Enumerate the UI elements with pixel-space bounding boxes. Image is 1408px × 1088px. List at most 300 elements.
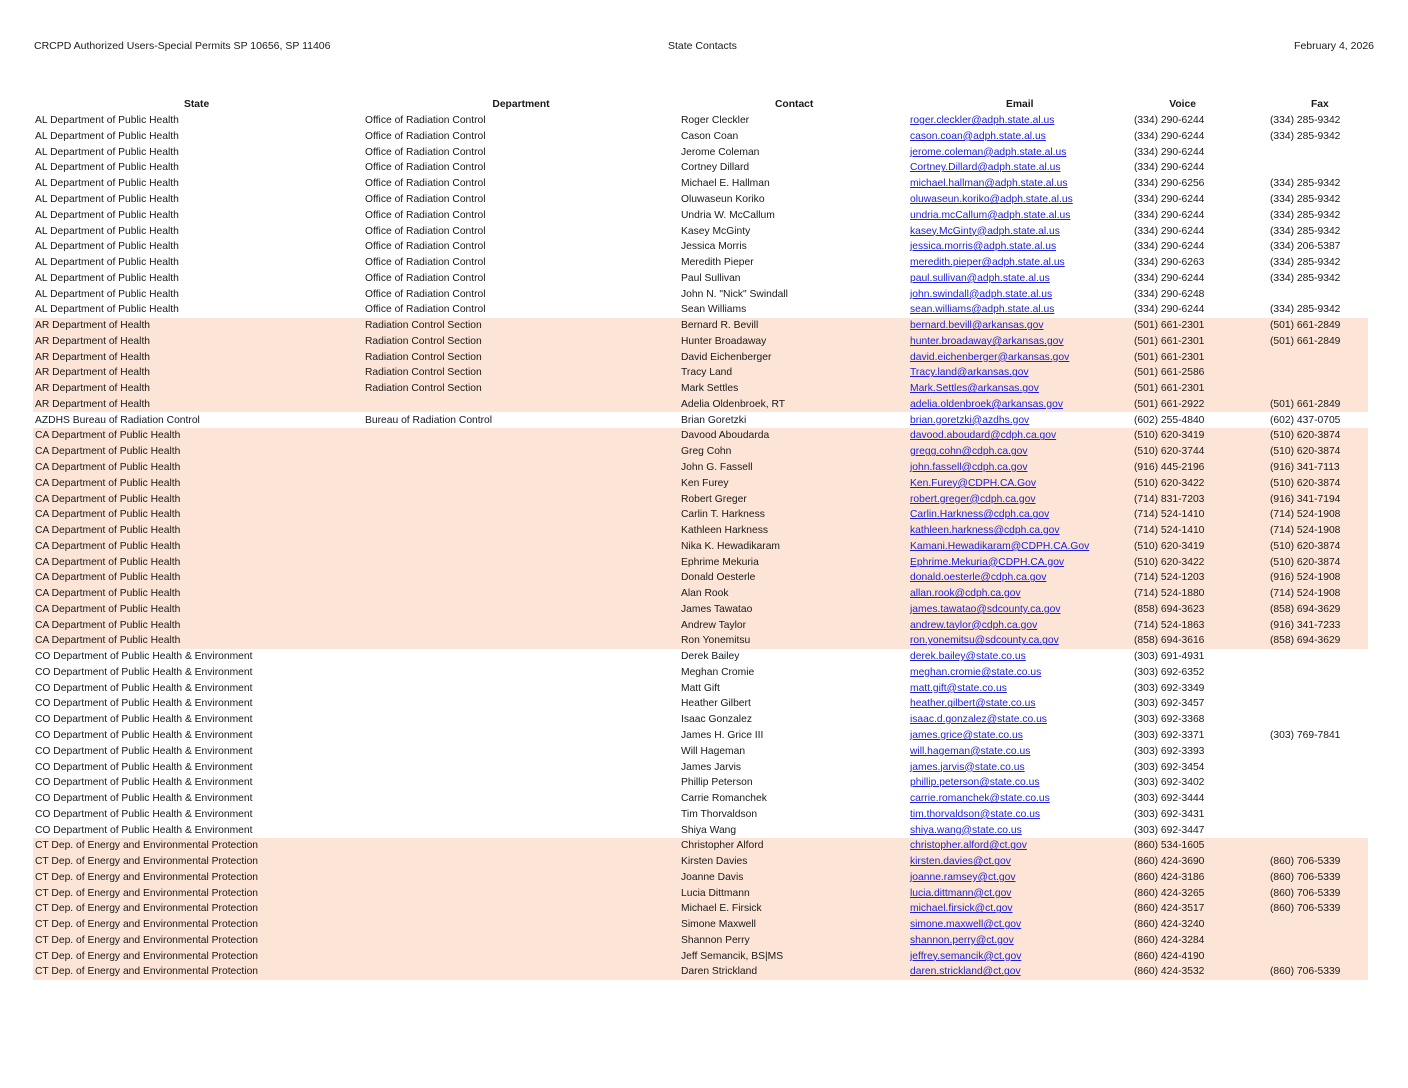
voice-cell: (858) 694-3616 [1132,633,1268,649]
contact-cell: Ron Yonemitsu [679,633,908,649]
email-link[interactable]: carrie.romanchek@state.co.us [910,793,1050,805]
table-row [33,412,1368,428]
table-body [33,113,1368,980]
email-link[interactable]: oluwaseun.koriko@adph.state.al.us [910,193,1073,205]
table-row [33,144,1368,160]
contact-cell: Meghan Cromie [681,666,755,678]
email-link[interactable]: kasey.McGinty@adph.state.al.us [910,225,1060,237]
contact-cell: Kasey McGinty [681,225,751,237]
state-cell: CO Department of Public Health & Environment [35,824,253,836]
email-link[interactable]: daren.strickland@ct.gov [910,966,1021,978]
email-link[interactable]: hunter.broadaway@arkansas.gov [910,335,1064,347]
contact-cell: Simone Maxwell [679,917,908,933]
contact-cell: James H. Grice III [681,730,764,741]
department-cell: Radiation Control Section [363,365,679,381]
table-row [33,239,1368,255]
fax-cell [1268,759,1368,775]
fax-cell: (860) 706-5339 [1268,885,1368,901]
department-cell [363,680,679,696]
fax-cell: (714) 524-1908 [1268,507,1368,523]
fax-cell [1268,349,1368,365]
state-cell: CO Department of Public Health & Environment [35,698,253,710]
voice-cell: (860) 424-4190 [1132,948,1268,964]
email-link[interactable]: kirsten.davies@ct.gov [910,856,1011,868]
contact-cell: Carlin T. Harkness [679,507,908,523]
department-cell [363,633,679,649]
fax-cell: (334) 285-9342 [1270,272,1341,284]
voice-cell: (501) 661-2301 [1132,318,1268,334]
fax-cell [1268,649,1368,665]
voice-cell: (916) 445-2196 [1132,460,1268,476]
department-cell: Radiation Control Section [363,349,679,365]
email-cell [908,665,1132,681]
email-cell [908,680,1132,696]
table-row [33,665,1368,681]
voice-cell: (510) 620-3419 [1132,538,1268,554]
state-cell: CT Dep. of Energy and Environmental Protection [33,964,363,980]
table-row [33,602,1368,618]
table-row [33,885,1368,901]
voice-cell: (334) 290-6244 [1134,130,1205,142]
table-row [33,176,1368,192]
email-link[interactable]: phillip.peterson@state.co.us [910,777,1040,789]
email-link[interactable]: Ephrime.Mekuria@CDPH.CA.gov [910,556,1065,568]
email-cell [908,838,1132,854]
fax-cell: (510) 620-3874 [1268,538,1368,554]
table-row [33,854,1368,870]
email-link[interactable]: undria.mcCallum@adph.state.al.us [910,209,1071,221]
voice-cell: (303) 692-3447 [1134,824,1205,836]
table-header-row [33,97,1368,113]
table-row [33,712,1368,728]
email-cell [908,333,1132,349]
contact-cell: Brian Goretzki [681,414,747,426]
contact-cell: Christopher Alford [679,838,908,854]
table-row [33,948,1368,964]
table-row [33,696,1368,712]
email-link[interactable]: donald.oesterle@cdph.ca.gov [910,572,1047,584]
table-row [33,933,1368,949]
voice-cell: (858) 694-3623 [1132,602,1268,618]
state-cell: CT Dep. of Energy and Environmental Protection [33,933,363,949]
email-cell [908,397,1132,413]
table-row [33,444,1368,460]
email-cell [908,144,1132,160]
fax-cell: (334) 285-9342 [1270,130,1341,142]
email-link[interactable]: simone.maxwell@ct.gov [910,919,1022,931]
email-cell [908,460,1132,476]
email-link[interactable]: cason.coan@adph.state.al.us [910,130,1046,142]
contact-cell: David Eichenberger [679,349,908,365]
table-row [33,570,1368,586]
email-cell [908,318,1132,334]
contact-cell: Alan Rook [679,586,908,602]
email-link[interactable]: brian.goretzki@azdhs.gov [910,414,1030,426]
email-link[interactable]: Carlin.Harkness@cdph.ca.gov [910,509,1050,521]
state-cell: AL Department of Public Health [35,241,179,253]
contact-cell: Nika K. Hewadikaram [679,538,908,554]
email-link[interactable]: Kamani.Hewadikaram@CDPH.CA.Gov [910,540,1090,552]
email-cell [908,743,1132,759]
voice-cell: (303) 691-4931 [1134,651,1205,663]
contact-cell: Tracy Land [679,365,908,381]
state-cell: CO Department of Public Health & Environment [35,730,253,741]
voice-cell: (714) 524-1863 [1132,617,1268,633]
state-cell: CO Department of Public Health & Environment [35,777,253,789]
fax-cell [1268,712,1368,728]
table-row [33,822,1368,838]
email-link[interactable]: meghan.cromie@state.co.us [910,666,1042,678]
department-cell [363,523,679,539]
department-cell: Office of Radiation Control [365,304,486,316]
table-row [33,270,1368,286]
fax-cell: (510) 620-3874 [1268,475,1368,491]
department-cell: Office of Radiation Control [365,257,486,269]
email-link[interactable]: Ken.Furey@CDPH.CA.Gov [910,477,1037,489]
email-link[interactable]: michael.firsick@ct.gov [910,903,1013,915]
department-cell: Office of Radiation Control [365,225,486,237]
state-cell: CA Department of Public Health [33,602,363,618]
fax-cell [1268,917,1368,933]
table-row [33,365,1368,381]
email-cell [908,806,1132,822]
fax-cell: (860) 706-5339 [1268,964,1368,980]
state-cell: AR Department of Health [33,381,363,397]
state-cell: CA Department of Public Health [33,460,363,476]
email-link[interactable]: tim.thorvaldson@state.co.us [910,808,1041,820]
voice-cell: (303) 692-3457 [1134,698,1205,710]
email-link[interactable]: john.swindall@adph.state.al.us [910,288,1053,300]
fax-cell [1268,696,1368,712]
email-link[interactable]: isaac.d.gonzalez@state.co.us [910,714,1047,726]
contacts-table [33,97,1368,980]
email-cell [908,444,1132,460]
voice-cell: (334) 290-6244 [1134,162,1205,174]
email-cell [908,633,1132,649]
email-cell [908,491,1132,507]
email-link[interactable]: allan.rook@cdph.ca.gov [910,588,1021,600]
state-cell: AR Department of Health [33,318,363,334]
contact-cell: James Tawatao [679,602,908,618]
state-cell: AL Department of Public Health [35,288,179,300]
contact-cell: Adelia Oldenbroek, RT [679,397,908,413]
email-link[interactable]: will.hageman@state.co.us [910,745,1031,757]
state-cell: CO Department of Public Health & Environment [35,745,253,757]
table-row [33,838,1368,854]
email-cell [908,270,1132,286]
voice-cell: (334) 290-6244 [1134,225,1205,237]
department-cell: Office of Radiation Control [365,162,486,174]
contact-cell: Andrew Taylor [679,617,908,633]
state-cell: AR Department of Health [33,365,363,381]
email-cell [908,538,1132,554]
voice-cell: (334) 290-6244 [1134,304,1205,316]
fax-cell [1268,775,1368,791]
department-cell: Office of Radiation Control [365,115,486,127]
voice-cell: (303) 692-3349 [1134,682,1205,694]
department-cell [363,775,679,791]
email-link[interactable]: shannon.perry@ct.gov [910,934,1014,946]
email-cell [908,223,1132,239]
voice-cell: (334) 290-6256 [1134,178,1205,190]
voice-cell: (334) 290-6244 [1134,209,1205,221]
department-cell [363,806,679,822]
state-cell: AR Department of Health [33,333,363,349]
fax-cell [1268,822,1368,838]
table-row [33,901,1368,917]
voice-cell: (860) 424-3532 [1132,964,1268,980]
column-header-fax: Fax [1311,99,1329,111]
email-link[interactable]: adelia.oldenbroek@arkansas.gov [910,398,1063,410]
email-link[interactable]: kathleen.harkness@cdph.ca.gov [910,525,1060,537]
document-date: February 4, 2026 [1294,40,1374,52]
email-link[interactable]: jessica.morris@adph.state.al.us [910,241,1057,253]
state-cell: CA Department of Public Health [33,586,363,602]
fax-cell [1268,791,1368,807]
department-cell [363,885,679,901]
state-cell: CA Department of Public Health [33,491,363,507]
voice-cell: (334) 290-6244 [1134,146,1205,158]
state-cell: CA Department of Public Health [33,444,363,460]
contact-cell: Michael E. Firsick [679,901,908,917]
email-link[interactable]: gregg.cohn@cdph.ca.gov [910,446,1028,458]
fax-cell [1268,838,1368,854]
state-cell: CT Dep. of Energy and Environmental Protection [33,870,363,886]
state-cell: CA Department of Public Health [33,554,363,570]
state-cell: CA Department of Public Health [33,538,363,554]
email-link[interactable]: sean.williams@adph.state.al.us [910,304,1055,316]
contact-cell: Sean Williams [681,304,747,316]
table-row [33,649,1368,665]
email-link[interactable]: robert.greger@cdph.ca.gov [910,493,1036,505]
fax-cell [1268,743,1368,759]
email-link[interactable]: roger.cleckler@adph.state.al.us [910,115,1055,127]
contact-cell: Joanne Davis [679,870,908,886]
fax-cell: (916) 341-7194 [1268,491,1368,507]
voice-cell: (860) 424-3690 [1132,854,1268,870]
department-cell: Office of Radiation Control [365,288,486,300]
state-cell: AR Department of Health [33,349,363,365]
department-cell [363,822,679,838]
fax-cell [1268,806,1368,822]
fax-cell: (334) 285-9342 [1270,304,1341,316]
email-link[interactable]: michael.hallman@adph.state.al.us [910,178,1068,190]
email-cell [908,412,1132,428]
email-link[interactable]: james.jarvis@state.co.us [910,761,1025,773]
email-cell [908,917,1132,933]
state-cell: AL Department of Public Health [35,272,179,284]
email-link[interactable]: james.grice@state.co.us [910,730,1023,741]
department-cell [363,933,679,949]
column-header-state: State [184,99,210,111]
fax-cell [1268,665,1368,681]
email-cell [908,964,1132,980]
voice-cell: (860) 424-3240 [1132,917,1268,933]
document-title: CRCPD Authorized Users-Special Permits SP 10656, SP 11406 [34,40,331,52]
state-cell: AL Department of Public Health [35,146,179,158]
table-row [33,680,1368,696]
table-row [33,728,1368,744]
state-cell: AL Department of Public Health [35,130,179,142]
email-cell [908,712,1132,728]
department-cell: Office of Radiation Control [365,241,486,253]
fax-cell [1268,160,1368,176]
email-link[interactable]: Tracy.land@arkansas.gov [910,367,1029,379]
contact-cell: James Jarvis [681,761,742,773]
department-cell [363,586,679,602]
fax-cell [1268,144,1368,160]
email-link[interactable]: Cortney.Dillard@adph.state.al.us [910,162,1061,174]
email-link[interactable]: davood.aboudard@cdph.ca.gov [910,430,1057,442]
state-cell: CT Dep. of Energy and Environmental Protection [33,885,363,901]
contact-cell: Isaac Gonzalez [681,714,752,726]
email-link[interactable]: joanne.ramsey@ct.gov [910,871,1016,883]
contact-cell: Bernard R. Bevill [679,318,908,334]
department-cell [363,617,679,633]
email-link[interactable]: jeffrey.semancik@ct.gov [910,950,1022,962]
state-cell: AR Department of Health [33,397,363,413]
voice-cell: (714) 831-7203 [1132,491,1268,507]
voice-cell: (714) 524-1410 [1132,507,1268,523]
department-cell [363,538,679,554]
email-link[interactable]: paul.sullivan@adph.state.al.us [910,272,1050,284]
department-cell: Bureau of Radiation Control [365,414,493,426]
state-cell: CT Dep. of Energy and Environmental Protection [33,917,363,933]
email-cell [908,113,1132,129]
contact-cell: Jeff Semancik, BS|MS [679,948,908,964]
contact-cell: Greg Cohn [679,444,908,460]
table-row [33,349,1368,365]
table-row [33,507,1368,523]
email-link[interactable]: Mark.Settles@arkansas.gov [910,383,1039,395]
contact-cell: Meredith Pieper [681,257,754,269]
contact-cell: Kathleen Harkness [679,523,908,539]
contact-cell: Cortney Dillard [681,162,750,174]
email-link[interactable]: bernard.bevill@arkansas.gov [910,320,1044,332]
contact-cell: Paul Sullivan [681,272,741,284]
fax-cell [1268,286,1368,302]
table-row [33,397,1368,413]
email-cell [908,901,1132,917]
fax-cell: (714) 524-1908 [1268,586,1368,602]
email-link[interactable]: david.eichenberger@arkansas.gov [910,351,1070,363]
table-row [33,870,1368,886]
voice-cell: (860) 424-3186 [1132,870,1268,886]
department-cell [363,948,679,964]
voice-cell: (860) 424-3265 [1132,885,1268,901]
column-header-contact: Contact [775,99,814,111]
column-header-voice: Voice [1169,99,1196,111]
email-link[interactable]: matt.gift@state.co.us [910,682,1007,694]
email-cell [908,570,1132,586]
contact-cell: Carrie Romanchek [681,793,767,805]
table-row [33,255,1368,271]
fax-cell: (334) 206-5387 [1270,241,1341,253]
department-cell: Office of Radiation Control [365,272,486,284]
table-row [33,791,1368,807]
department-cell [363,428,679,444]
table-row [33,207,1368,223]
fax-cell: (858) 694-3629 [1268,602,1368,618]
email-link[interactable]: james.tawatao@sdcounty.ca.gov [910,603,1061,615]
department-cell [363,554,679,570]
column-header-email: Email [1006,99,1034,111]
voice-cell: (501) 661-2301 [1132,349,1268,365]
table-row [33,917,1368,933]
state-cell: CT Dep. of Energy and Environmental Protection [33,948,363,964]
contact-cell: Hunter Broadaway [679,333,908,349]
contact-cell: Cason Coan [681,130,739,142]
state-cell: AL Department of Public Health [35,257,179,269]
email-link[interactable]: lucia.dittmann@ct.gov [910,887,1012,899]
email-cell [908,160,1132,176]
fax-cell: (510) 620-3874 [1268,444,1368,460]
email-cell [908,933,1132,949]
contact-cell: Davood Aboudarda [679,428,908,444]
email-link[interactable]: andrew.taylor@cdph.ca.gov [910,619,1038,631]
email-link[interactable]: meredith.pieper@adph.state.al.us [910,257,1065,269]
email-link[interactable]: ron.yonemitsu@sdcounty.ca.gov [910,635,1059,647]
state-cell: CO Department of Public Health & Environment [35,682,253,694]
state-cell: CO Department of Public Health & Environment [35,761,253,773]
document-subtitle: State Contacts [668,40,737,52]
email-cell [908,617,1132,633]
voice-cell: (501) 661-2586 [1132,365,1268,381]
fax-cell: (916) 341-7113 [1268,460,1368,476]
column-header-department: Department [492,99,550,111]
fax-cell: (334) 285-9342 [1270,115,1341,127]
email-link[interactable]: christopher.alford@ct.gov [910,840,1027,852]
table-row [33,460,1368,476]
email-link[interactable]: shiya.wang@state.co.us [910,824,1022,836]
voice-cell: (334) 290-6244 [1134,272,1205,284]
voice-cell: (860) 424-3284 [1132,933,1268,949]
department-cell [363,570,679,586]
department-cell: Office of Radiation Control [365,178,486,190]
department-cell: Office of Radiation Control [365,193,486,205]
department-cell [363,460,679,476]
table-row [33,192,1368,208]
contact-cell: Shannon Perry [679,933,908,949]
email-cell [908,286,1132,302]
voice-cell: (303) 692-3444 [1134,793,1205,805]
department-cell [363,791,679,807]
state-cell: CO Department of Public Health & Environment [35,714,253,726]
email-link[interactable]: derek.bailey@state.co.us [910,651,1026,663]
fax-cell: (510) 620-3874 [1268,428,1368,444]
state-cell: CA Department of Public Health [33,428,363,444]
voice-cell: (334) 290-6244 [1134,193,1205,205]
state-cell: CO Department of Public Health & Environment [35,651,253,663]
contact-cell: Matt Gift [681,682,720,694]
email-link[interactable]: heather.gilbert@state.co.us [910,698,1036,710]
contact-cell: Undria W. McCallum [681,209,775,221]
department-cell [363,602,679,618]
voice-cell: (303) 692-3371 [1134,730,1205,741]
fax-cell: (334) 285-9342 [1270,257,1341,269]
email-link[interactable]: john.fassell@cdph.ca.gov [910,461,1028,473]
department-cell [363,712,679,728]
voice-cell: (860) 534-1605 [1132,838,1268,854]
fax-cell [1268,948,1368,964]
voice-cell: (334) 290-6248 [1134,288,1205,300]
table-row [33,129,1368,145]
email-cell [908,255,1132,271]
department-cell [363,491,679,507]
email-link[interactable]: jerome.coleman@adph.state.al.us [910,146,1067,158]
voice-cell: (303) 692-3454 [1134,761,1205,773]
contact-cell: John G. Fassell [679,460,908,476]
